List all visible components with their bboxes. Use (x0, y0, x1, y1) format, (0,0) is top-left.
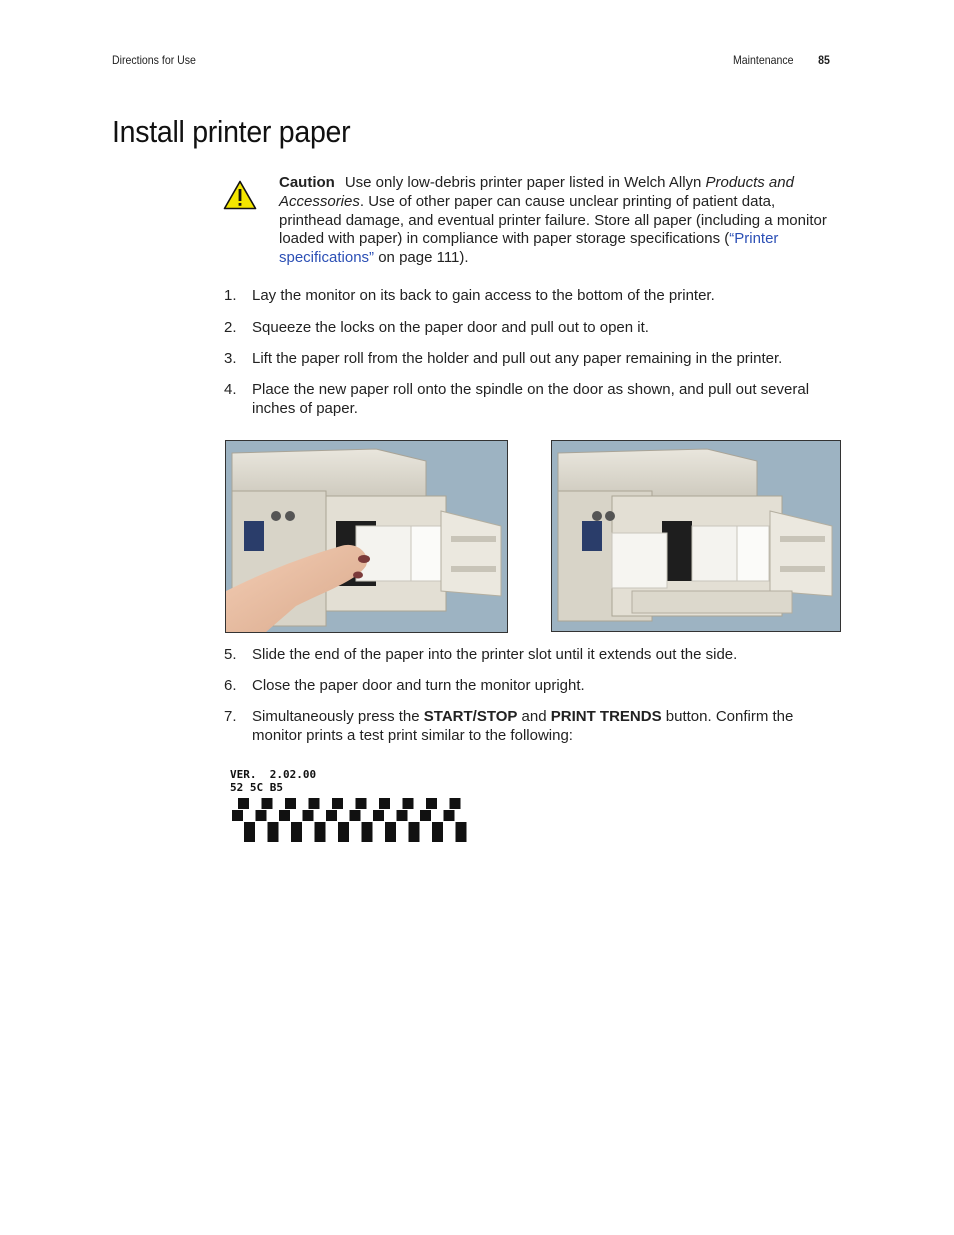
test-print-block (409, 832, 420, 842)
printer-specifications-link[interactable]: “Printer specifications” (279, 230, 779, 267)
photo-paper-threaded (551, 440, 841, 632)
step-number: 7. (224, 708, 237, 725)
page-title: Install printer paper (112, 114, 351, 149)
test-print-block (444, 810, 455, 821)
step-6 (224, 677, 844, 696)
test-print-code-line: 52 5C B5 (230, 781, 283, 794)
step-1 (224, 287, 844, 306)
step-4 (224, 381, 844, 419)
test-print-block (291, 832, 302, 842)
step-number: 1. (224, 287, 237, 304)
test-print-block (279, 810, 290, 821)
test-print-block (450, 798, 461, 809)
step-text: Lift the paper roll from the holder and pull out any paper remaining in the printer. (252, 350, 783, 367)
step-number: 3. (224, 350, 237, 367)
step-2 (224, 319, 844, 338)
test-print-version-line: VER. 2.02.00 (230, 768, 317, 781)
test-print-block (268, 832, 279, 842)
test-print-block (238, 798, 249, 809)
test-print-block (244, 822, 255, 833)
test-print-block (338, 832, 349, 842)
step-7 (224, 708, 844, 746)
section-name: Maintenance (733, 53, 794, 67)
step-text: Slide the end of the paper into the printer slot until it extends out the side. (252, 646, 738, 663)
test-print-block (385, 832, 396, 842)
test-print-block (244, 832, 255, 842)
step-text: Place the new paper roll onto the spindle on the door as shown, and pull out several inches of paper. (252, 381, 810, 417)
step-5 (224, 646, 844, 665)
caution-label: Caution (279, 174, 335, 191)
page-number: 85 (818, 53, 830, 67)
test-print-block (291, 822, 302, 833)
step-7-text-1: Simultaneously press the (252, 708, 424, 725)
test-print-block (338, 822, 349, 833)
test-print-block (262, 798, 273, 809)
step-7-text-2: and (517, 708, 551, 725)
test-print-block (326, 810, 337, 821)
test-print-sample (230, 768, 316, 794)
start-stop-button-label: START/STOP (423, 708, 518, 725)
step-number: 2. (224, 319, 237, 336)
test-print-block (362, 822, 373, 833)
monitor-paper-loaded-illustration (552, 441, 840, 631)
test-print-block (403, 798, 414, 809)
test-print-block (315, 832, 326, 842)
running-header-section (733, 53, 830, 67)
test-print-block (362, 832, 373, 842)
step-number: 5. (224, 646, 237, 663)
test-print-block (315, 822, 326, 833)
caution-text-3: on page 111). (374, 249, 469, 267)
step-number: 6. (224, 677, 237, 694)
test-print-block (397, 810, 408, 821)
caution-text-2: . Use of other paper can cause unclear printing of patient data, printhead damage, and eventual printer failure. Store all paper (including a monitor loaded with paper) in compliance with paper storage specifications ( (279, 192, 827, 248)
test-print-block (232, 810, 243, 821)
print-trends-button-label: PRINT TRENDS (550, 708, 662, 725)
test-print-block (332, 798, 343, 809)
caution-note (279, 174, 839, 268)
photo-hand-loading-paper-roll (225, 440, 508, 633)
test-print-block (432, 822, 443, 833)
test-print-block (303, 810, 314, 821)
test-print-block (420, 810, 431, 821)
test-print-block (309, 798, 320, 809)
test-print-pattern (230, 796, 470, 846)
warning-triangle-icon (223, 180, 257, 210)
test-print-block (350, 810, 361, 821)
test-print-block (285, 798, 296, 809)
test-print-block (459, 822, 466, 842)
step-text: Lay the monitor on its back to gain access to the bottom of the printer. (252, 287, 715, 304)
caution-italic: Products and Accessories (279, 174, 794, 210)
monitor-with-hand-illustration (226, 441, 507, 632)
test-print-block (432, 832, 443, 842)
running-header-doc-title: Directions for Use (112, 53, 196, 67)
test-print-block (268, 822, 279, 833)
step-number: 4. (224, 381, 237, 398)
step-text: Squeeze the locks on the paper door and pull out to open it. (252, 319, 649, 336)
caution-text-1: Use only low-debris printer paper listed in Welch Allyn (344, 174, 706, 191)
test-print-block (256, 810, 267, 821)
test-print-block (379, 798, 390, 809)
step-7-text-3: button. Confirm the monitor prints a test print similar to the following: (252, 708, 794, 744)
step-text (252, 708, 844, 746)
step-text: Close the paper door and turn the monitor upright. (252, 677, 585, 694)
test-print-block (409, 822, 420, 833)
test-print-block (385, 822, 396, 833)
test-print-block (356, 798, 367, 809)
step-3 (224, 350, 844, 369)
test-print-block (373, 810, 384, 821)
test-print-block (426, 798, 437, 809)
